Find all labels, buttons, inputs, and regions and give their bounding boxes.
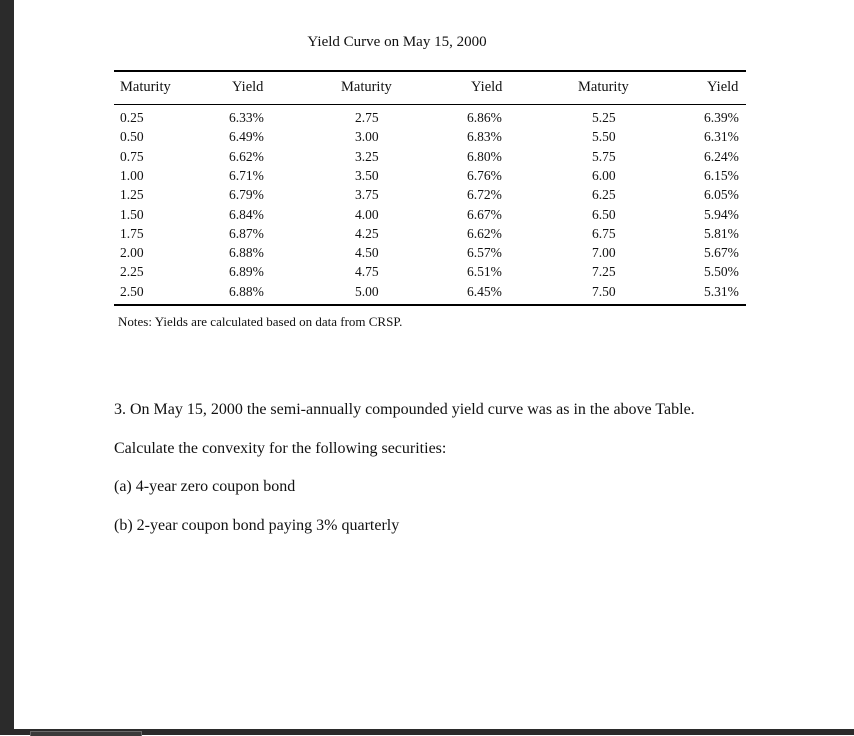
- table-bottom-rule: [114, 304, 746, 306]
- cell-maturity-2: 3.50: [355, 167, 379, 183]
- cell-maturity-3: 6.00: [592, 167, 616, 183]
- cell-maturity-1: 1.00: [120, 167, 144, 183]
- cell-yield-2: 6.83%: [467, 129, 502, 145]
- taskbar-tab[interactable]: [30, 731, 142, 736]
- question-statement: 3. On May 15, 2000 the semi-annually compounded yield curve was as in the above Table.: [114, 401, 695, 418]
- cell-maturity-3: 6.50: [592, 206, 616, 222]
- question-part-a: (a) 4-year zero coupon bond: [114, 478, 296, 495]
- cell-maturity-1: 2.25: [120, 264, 144, 280]
- cell-yield-2: 6.76%: [467, 167, 502, 183]
- cell-yield-2: 6.86%: [467, 110, 502, 125]
- cell-maturity-2: 3.25: [355, 148, 379, 164]
- cell-yield-1: 6.79%: [229, 187, 264, 203]
- cell-yield-1: 6.84%: [229, 206, 264, 222]
- cell-yield-3: 6.24%: [704, 148, 739, 164]
- cell-maturity-2: 2.75: [355, 110, 379, 125]
- cell-maturity-1: 0.75: [120, 148, 144, 164]
- cell-yield-3: 6.31%: [704, 129, 739, 145]
- cell-yield-2: 6.51%: [467, 264, 502, 280]
- cell-maturity-1: 2.50: [120, 283, 144, 299]
- cell-yield-1: 6.88%: [229, 245, 264, 261]
- cell-maturity-2: 3.75: [355, 187, 379, 203]
- question-part-b: (b) 2-year coupon bond paying 3% quarterly: [114, 517, 400, 534]
- cell-maturity-3: 7.25: [592, 264, 616, 280]
- table-title: Yield Curve on May 15, 2000: [307, 34, 487, 50]
- cell-yield-3: 6.15%: [704, 167, 739, 183]
- cell-yield-1: 6.89%: [229, 264, 264, 280]
- header-maturity-1: Maturity: [120, 79, 171, 95]
- cell-yield-3: 6.05%: [704, 187, 739, 203]
- cell-maturity-2: 4.75: [355, 264, 379, 280]
- cell-maturity-3: 7.50: [592, 283, 616, 299]
- cell-yield-1: 6.33%: [229, 110, 264, 125]
- header-maturity-3: Maturity: [578, 79, 629, 95]
- cell-yield-3: 5.81%: [704, 225, 739, 241]
- cell-yield-3: 5.67%: [704, 245, 739, 261]
- cell-maturity-3: 5.25: [592, 110, 616, 125]
- cell-maturity-1: 1.50: [120, 206, 144, 222]
- cell-maturity-1: 1.25: [120, 187, 144, 203]
- cell-maturity-3: 6.25: [592, 187, 616, 203]
- cell-maturity-2: 4.25: [355, 225, 379, 241]
- cell-maturity-2: 5.00: [355, 283, 379, 299]
- cell-yield-1: 6.87%: [229, 225, 264, 241]
- cell-yield-3: 6.39%: [704, 110, 739, 125]
- cell-maturity-2: 4.50: [355, 245, 379, 261]
- cell-yield-2: 6.62%: [467, 225, 502, 241]
- cell-maturity-2: 3.00: [355, 129, 379, 145]
- cell-yield-3: 5.50%: [704, 264, 739, 280]
- header-yield-1: Yield: [232, 79, 264, 95]
- cell-maturity-3: 5.75: [592, 148, 616, 164]
- cell-yield-2: 6.80%: [467, 148, 502, 164]
- cell-yield-1: 6.71%: [229, 167, 264, 183]
- header-maturity-2: Maturity: [341, 79, 392, 95]
- table-header-rule: [114, 104, 746, 105]
- table-note: Notes: Yields are calculated based on data from CRSP.: [118, 314, 403, 329]
- cell-maturity-1: 1.75: [120, 225, 144, 241]
- cell-maturity-3: 6.75: [592, 225, 616, 241]
- table-top-rule: [114, 70, 746, 72]
- cell-maturity-1: 2.00: [120, 245, 144, 261]
- cell-yield-2: 6.72%: [467, 187, 502, 203]
- cell-maturity-1: 0.50: [120, 129, 144, 145]
- cell-yield-2: 6.45%: [467, 283, 502, 299]
- cell-maturity-1: 0.25: [120, 110, 144, 125]
- header-yield-3: Yield: [707, 79, 739, 95]
- cell-yield-3: 5.31%: [704, 283, 739, 299]
- question-instruction: Calculate the convexity for the following securities:: [114, 440, 447, 457]
- cell-maturity-2: 4.00: [355, 206, 379, 222]
- cell-yield-3: 5.94%: [704, 206, 739, 222]
- cell-yield-2: 6.57%: [467, 245, 502, 261]
- cell-yield-1: 6.62%: [229, 148, 264, 164]
- header-yield-2: Yield: [471, 79, 503, 95]
- cell-yield-2: 6.67%: [467, 206, 502, 222]
- cell-maturity-3: 7.00: [592, 245, 616, 261]
- window-left-edge: [0, 0, 14, 735]
- cell-yield-1: 6.88%: [229, 283, 264, 299]
- cell-yield-1: 6.49%: [229, 129, 264, 145]
- cell-maturity-3: 5.50: [592, 129, 616, 145]
